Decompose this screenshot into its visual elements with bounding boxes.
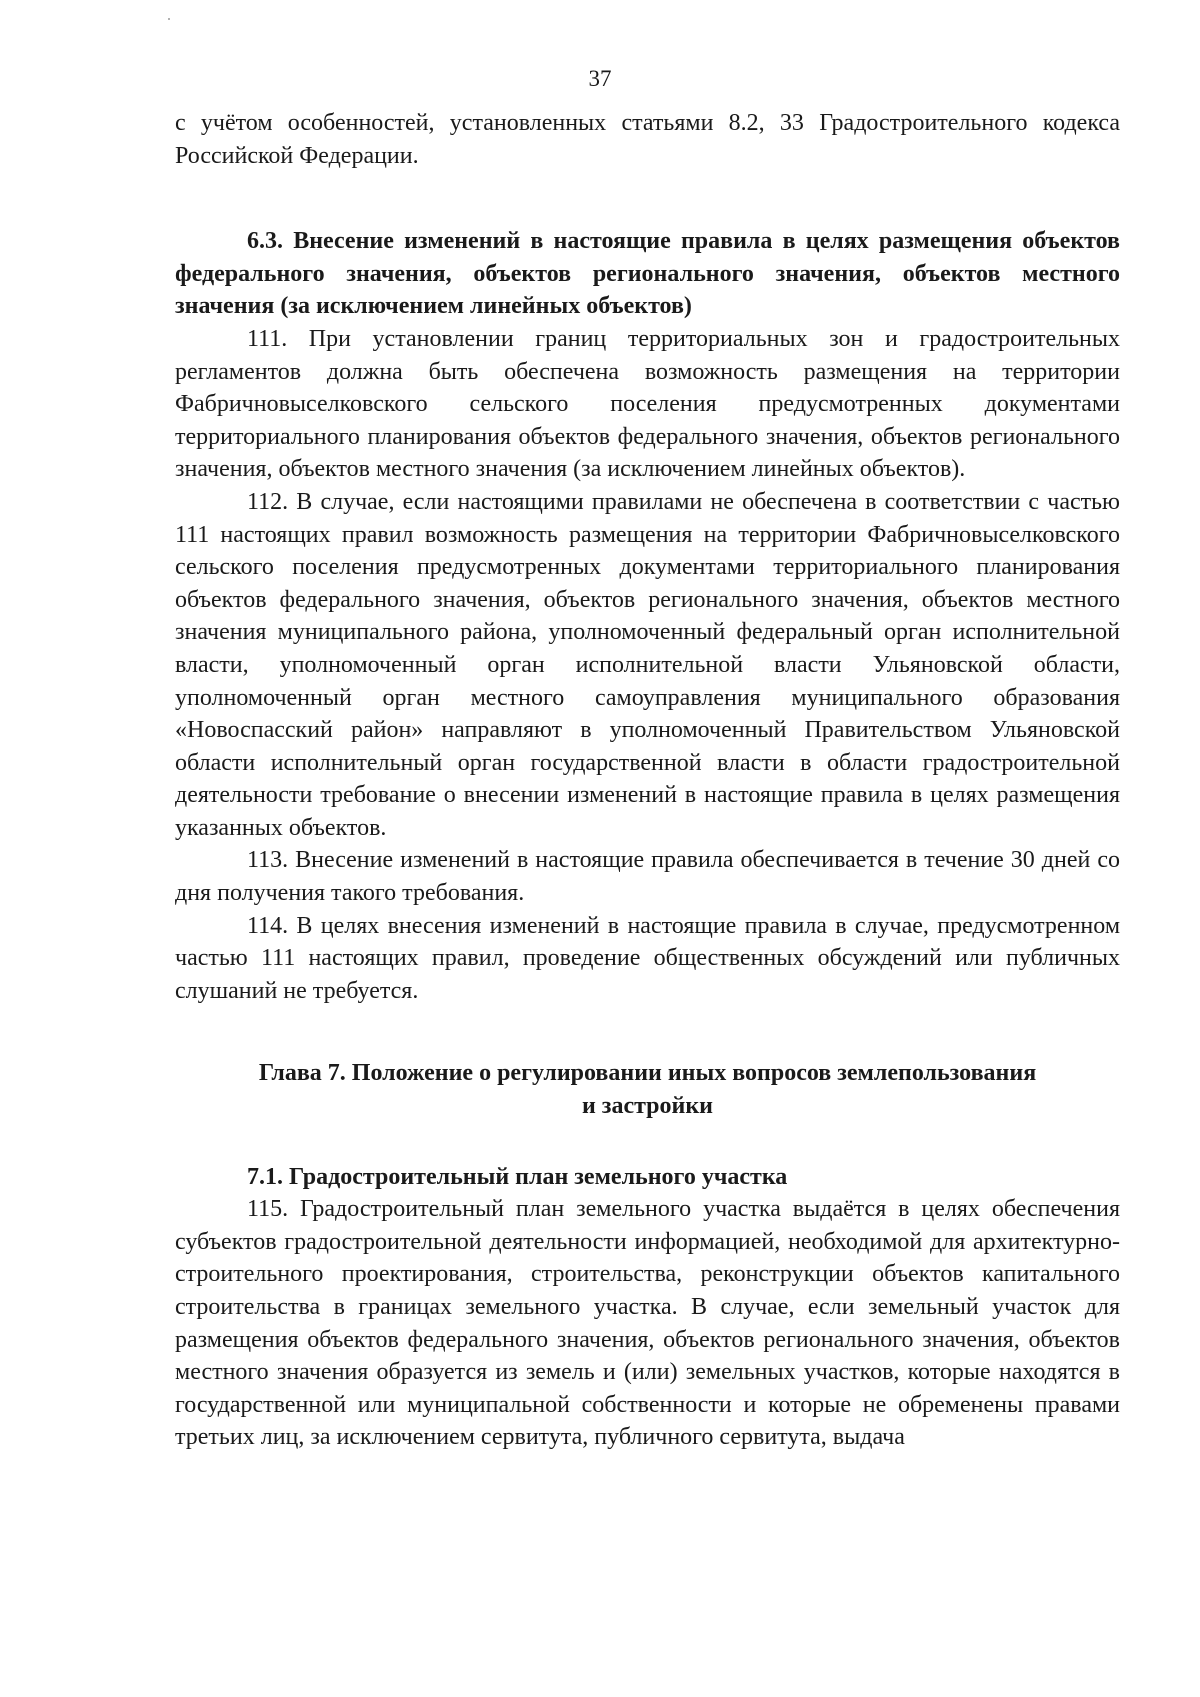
chapter-7-heading-line-2: и застройки: [581, 1093, 714, 1120]
page-number: 37: [588, 66, 612, 91]
chapter-7-heading: [175, 1057, 1120, 1122]
scan-speck: [168, 18, 170, 20]
section-7-1-heading: 7.1. Градостроительный план земельного участка: [247, 1163, 788, 1190]
paragraph-114: 114. В целях внесения изменений в настоящие правила в случае, предусмотренном частью 111 настоящих правил, проведение общественных обсуждений или публичных слушаний не требуется.: [175, 912, 1120, 1004]
paragraph-115: 115. Градостроительный план земельного участка выдаётся в целях обеспечения субъектов градостроительной деятельности информацией, необходимой для архитектурно-строительного проектирования, строительства, реконструкции объектов капитального строительства в границах земельного участка. В случае, если земельный участок для размещения объектов федерального значения, объектов регионального значения, объектов местного значения образуется из земель и (или) земельных участков, которые находятся в государственной или муниципальной собственности и которые не обременены правами третьих лиц, за исключением сервитута, публичного сервитута, выдача: [175, 1196, 1120, 1451]
paragraph-112: 112. В случае, если настоящими правилами не обеспечена в соответствии с частью 111 настоящих правил возможность размещения на территории Фабричновыселковского сельского поселения предусмотренных документами территориального планирования объектов федерального значения, объектов регионального значения, объектов местного значения муниципального района, уполномоченный федеральный орган исполнительной власти, уполномоченный орган исполнительной власти Ульяновской области, уполномоченный орган местного самоуправления муниципального образования «Новоспасский район» направляют в уполномоченный Правительством Ульяновской области исполнительный орган государственной власти в области градостроительной деятельности требование о внесении изменений в настоящие правила в целях размещения указанных объектов.: [175, 488, 1120, 841]
chapter-7-heading-line-1: Глава 7. Положение о регулировании иных вопросов землепользования: [258, 1060, 1037, 1087]
paragraph-113: 113. Внесение изменений в настоящие правила обеспечивается в течение 30 дней со дня получения такого требования.: [175, 847, 1120, 907]
document-body: [175, 107, 1120, 1454]
intro-paragraph: с учётом особенностей, установленных статьями 8.2, 33 Градостроительного кодекса Российской Федерации.: [175, 110, 1120, 169]
section-6-3-heading: 6.3. Внесение изменений в настоящие правила в целях размещения объектов федерального значения, объектов регионального значения, объектов местного значения (за исключением линейных объектов): [175, 228, 1120, 320]
paragraph-111: 111. При установлении границ территориальных зон и градостроительных регламентов должна быть обеспечена возможность размещения на территории Фабричновыселковского сельского поселения предусмотренных документами территориального планирования объектов федерального значения, объектов регионального значения, объектов местного значения (за исключением линейных объектов).: [175, 325, 1120, 483]
